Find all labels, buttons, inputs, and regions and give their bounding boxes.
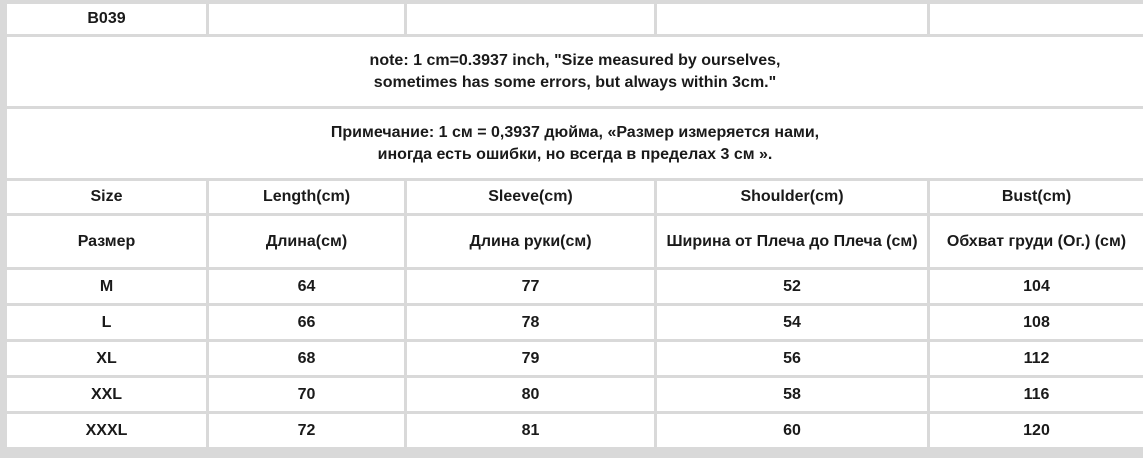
sleeve-cell: 78 xyxy=(407,306,654,339)
shoulder-cell: 56 xyxy=(657,342,927,375)
note-ru-row xyxy=(7,109,1143,178)
header-size: Size xyxy=(7,181,206,213)
note-en-row xyxy=(7,37,1143,106)
sleeve-cell: 80 xyxy=(407,378,654,411)
table-row xyxy=(7,414,1143,447)
length-cell: 66 xyxy=(209,306,404,339)
size-cell: L xyxy=(7,306,206,339)
bust-cell: 112 xyxy=(930,342,1143,375)
code-row xyxy=(7,4,1143,34)
header-sleeve-ru: Длина руки(см) xyxy=(407,216,654,267)
note-en-line1: note: 1 cm=0.3937 inch, "Size measured by ourselves, xyxy=(369,51,781,69)
length-cell: 64 xyxy=(209,270,404,303)
note-en xyxy=(7,37,1143,106)
bust-cell: 108 xyxy=(930,306,1143,339)
shoulder-cell: 58 xyxy=(657,378,927,411)
size-cell: XXL xyxy=(7,378,206,411)
table-row xyxy=(7,306,1143,339)
bust-cell: 116 xyxy=(930,378,1143,411)
note-ru-line2: иногда есть ошибки, но всегда в пределах 3 см ». xyxy=(377,145,773,163)
length-cell: 68 xyxy=(209,342,404,375)
table-row xyxy=(7,342,1143,375)
header-row-en xyxy=(7,181,1143,213)
shoulder-cell: 60 xyxy=(657,414,927,447)
table-row xyxy=(7,378,1143,411)
shoulder-cell: 52 xyxy=(657,270,927,303)
sleeve-cell: 79 xyxy=(407,342,654,375)
bust-cell: 120 xyxy=(930,414,1143,447)
header-sleeve: Sleeve(cm) xyxy=(407,181,654,213)
size-cell: M xyxy=(7,270,206,303)
header-length-ru: Длина(см) xyxy=(209,216,404,267)
size-table xyxy=(4,1,1143,450)
length-cell: 72 xyxy=(209,414,404,447)
size-cell: XL xyxy=(7,342,206,375)
header-row-ru xyxy=(7,216,1143,267)
header-shoulder: Shoulder(cm) xyxy=(657,181,927,213)
size-cell: XXXL xyxy=(7,414,206,447)
sleeve-cell: 81 xyxy=(407,414,654,447)
table-row xyxy=(7,270,1143,303)
header-size-ru: Размер xyxy=(7,216,206,267)
note-ru-line1: Примечание: 1 см = 0,3937 дюйма, «Размер измеряется нами, xyxy=(330,123,820,141)
bust-cell: 104 xyxy=(930,270,1143,303)
empty-cell xyxy=(930,4,1143,34)
header-bust-ru: Обхват груди (Ог.) (см) xyxy=(930,216,1143,267)
note-en-line2: sometimes has some errors, but always within 3cm." xyxy=(373,73,777,91)
sleeve-cell: 77 xyxy=(407,270,654,303)
length-cell: 70 xyxy=(209,378,404,411)
empty-cell xyxy=(407,4,654,34)
empty-cell xyxy=(657,4,927,34)
note-ru xyxy=(7,109,1143,178)
header-bust: Bust(cm) xyxy=(930,181,1143,213)
shoulder-cell: 54 xyxy=(657,306,927,339)
product-code: B039 xyxy=(7,4,206,34)
empty-cell xyxy=(209,4,404,34)
header-shoulder-ru: Ширина от Плеча до Плеча (см) xyxy=(657,216,927,267)
header-length: Length(cm) xyxy=(209,181,404,213)
